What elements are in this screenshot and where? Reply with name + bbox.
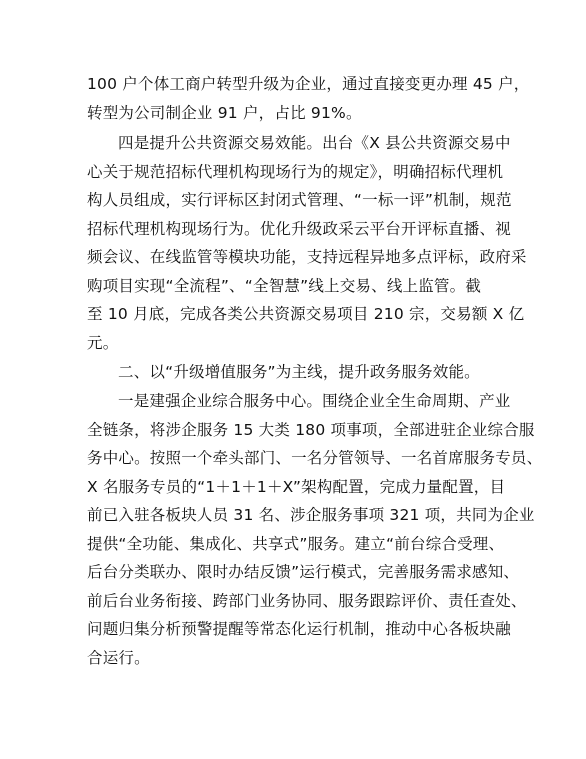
text-line: X 名服务专员的“1＋1＋1＋X”架构配置，完成力量配置，目: [87, 477, 506, 496]
text-line: 招标代理机构现场行为。优化升级政采云平台开评标直播、视: [87, 219, 511, 238]
text-line: 购项目实现“全流程”、“全智慧”线上交易、线上监管。截: [87, 276, 482, 295]
text-line: 前后台业务衔接、跨部门业务协同、服务跟踪评价、责任查处、: [87, 591, 527, 610]
text-line: 四是提升公共资源交易效能。出台《X 县公共资源交易中: [118, 134, 511, 152]
text-line: 前已入驻各板块人员 31 名、涉企服务事项 321 项，共同为企业: [87, 506, 535, 524]
text-line: 一是建强企业综合服务中心。围绕企业全生命周期、产业: [118, 392, 511, 410]
paragraph-enterprise-service-center: [87, 387, 543, 672]
text-line: 100 户个体工商户转型升级为企业，通过直接变更办理 45 户，: [87, 75, 530, 93]
text-line: 构人员组成，实行评标区封闭式管理、“一标一评”机制，规范: [87, 191, 512, 209]
text-line: 全链条，将涉企服务 15 大类 180 项事项，全部进驻企业综合服: [87, 420, 535, 439]
text-line: 合运行。: [87, 648, 150, 667]
text-line: 问题归集分析预警提醒等常态化运行机制，推动中心各板块融: [87, 620, 511, 638]
text-line: 务中心。按照一个牵头部门、一名分管领导、一名首席服务专员、: [87, 449, 543, 467]
paragraph-transformation-result: [87, 70, 530, 127]
text-line: 后台分类联办、限时办结反馈”运行模式，完善服务需求感知、: [87, 563, 520, 581]
paragraph-public-resource-trading: [87, 129, 527, 357]
text-line: 转型为公司制企业 91 户，占比 91%。: [87, 103, 362, 122]
text-line: 元。: [87, 333, 119, 352]
text-line: 至 10 月底，完成各类公共资源交易项目 210 宗，交易额 X 亿: [87, 305, 525, 323]
section-heading: [87, 358, 517, 387]
text-line: 提供“全功能、集成化、共享式”服务。建立“前台综合受理、: [87, 534, 505, 553]
text-line: 心关于规范招标代理机构现场行为的规定》，明确招标代理机: [87, 162, 504, 181]
text-line: 二、以“升级增值服务”为主线，提升政务服务效能。: [118, 363, 480, 381]
text-line: 频会议、在线监管等模块功能，支持远程异地多点评标，政府采: [87, 248, 527, 266]
